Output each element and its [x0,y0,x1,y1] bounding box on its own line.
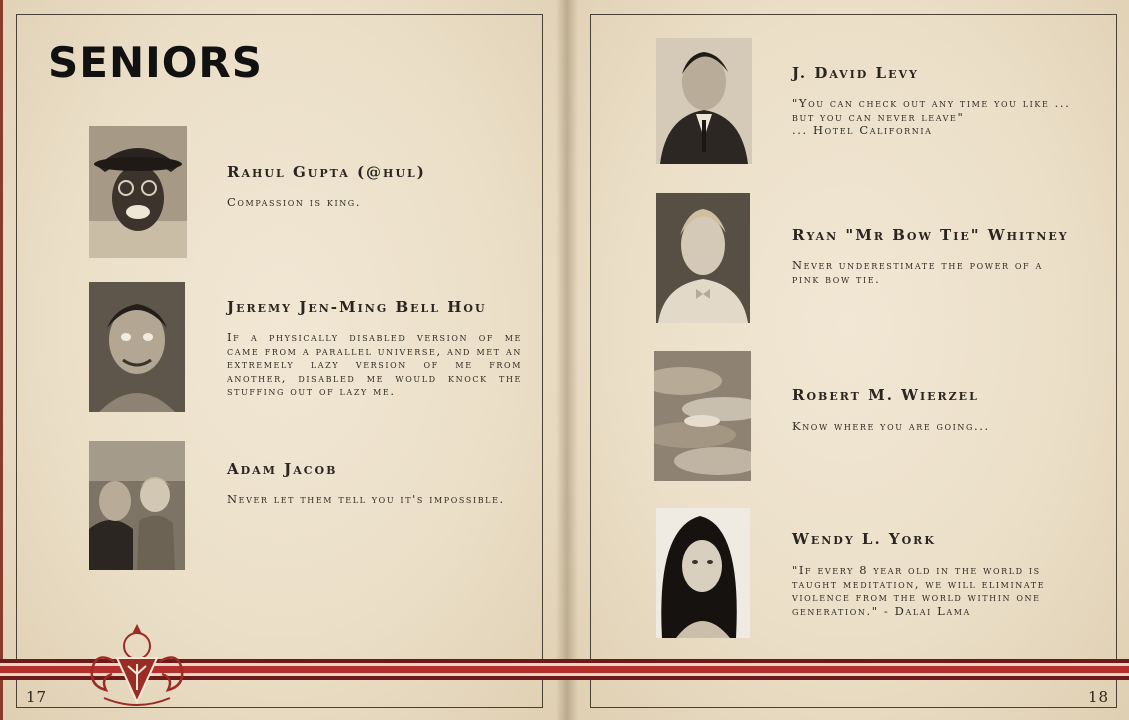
senior-quote-rahul: Compassion is king. [227,195,362,209]
senior-quote-adam: Never let them tell you it's impossible. [227,492,505,506]
senior-name-whitney: Ryan "Mr Bow Tie" Whitney [792,226,1069,244]
senior-quote-levy: "You can check out any time you like ... but you can never leave" ... Hotel California [792,96,1071,137]
yearbook-crest-logo [82,620,192,712]
senior-quote-york: "If every 8 year old in the world is taught meditation, we will eliminate violence from the world within one generation." - Dalai Lama [792,563,1046,618]
senior-name-york: Wendy L. York [792,530,936,548]
senior-name-jeremy: Jeremy Jen-Ming Bell Hou [227,298,487,316]
page-number-right: 18 [1088,688,1110,706]
senior-name-adam: Adam Jacob [227,460,338,478]
senior-photo-wierzel [654,351,751,481]
senior-quote-jeremy: If a physically disabled version of me came from a parallel universe, and met an extremely lazy version of me from another, disabled me would knock the stuffing out of lazy me. [227,330,522,398]
senior-quote-wierzel: Know where you are going... [792,419,990,433]
senior-photo-whitney [656,193,750,323]
senior-photo-rahul [89,126,187,258]
page-edge [0,0,3,720]
senior-photo-jeremy [89,282,185,412]
page-title: SENIORS [48,38,264,87]
senior-name-levy: J. David Levy [792,64,919,82]
senior-photo-york [656,508,750,638]
page-gutter [556,0,578,720]
senior-name-rahul: Rahul Gupta (@hul) [227,163,426,181]
senior-photo-levy [656,38,752,164]
senior-photo-adam [89,441,185,570]
senior-quote-whitney: Never underestimate the power of a pink bow tie. [792,258,1043,286]
page-number-left: 17 [26,688,48,706]
senior-name-wierzel: Robert M. Wierzel [792,386,979,404]
